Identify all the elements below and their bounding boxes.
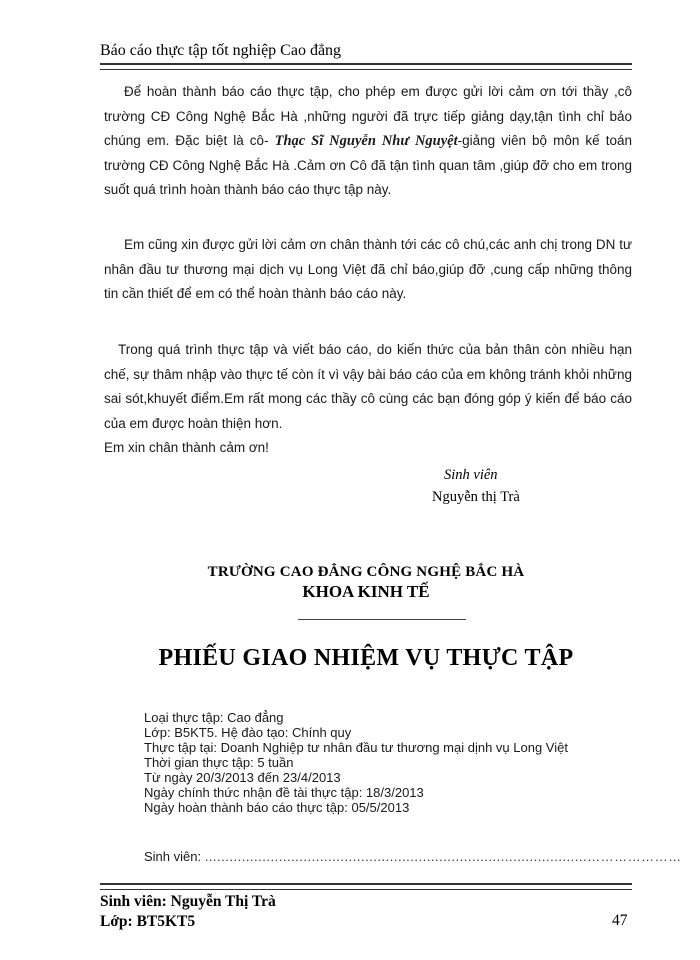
p2-text: Em cũng xin được gửi lời cảm ơn chân thành tới các cô chú,các anh chị trong DN tư nhân đầu tư thương mại dịch vụ Long Việt đã chỉ báo,giúp đỡ ,cung cấp những thông tin cần thiết để em có thể hoàn thành báo cáo này. (104, 237, 632, 301)
teacher-name: Thạc Sĩ Nguyễn Như Nguyệt (274, 133, 458, 149)
page-number: 47 (612, 912, 628, 929)
p1-text-before: Để hoàn thành báo cáo thực tập, cho phép em được gửi lời cảm ơn tới thầy ,cô trường CĐ Công Nghệ Bắc Hà ,những người đã trực tiếp giảng dạy,tận tình chỉ bảo chúng em. Đặc biệt là cô- (104, 84, 632, 148)
p1-text-after: -giảng viên bộ môn kế toán trường CĐ Công Nghệ Bắc Hà .Cảm ơn Cô đã tận tình quan tâm ,giúp đỡ cho em trong suốt quá trình hoàn thành báo cáo thực tập này. (104, 133, 633, 197)
page-header-title: Báo cáo thực tập tốt nghiệp Cao đẳng (100, 42, 342, 59)
detail-completion-date: Ngày hoàn thành báo cáo thực tập: 05/5/2013 (144, 800, 410, 815)
detail-location: Thực tập tại: Doanh Nghiệp tư nhân đầu tư thương mại dịnh vụ Long Việt (144, 740, 568, 755)
detail-topic-received-date: Ngày chính thức nhận đề tài thực tập: 18/3/2013 (144, 785, 424, 800)
acknowledgement-paragraph-3 (104, 338, 632, 436)
faculty-name: KHOA KINH TẾ (302, 582, 430, 601)
student-label: Sinh viên: (144, 849, 205, 864)
footer-class: Lớp: BT5KT5 (100, 913, 196, 930)
footer-divider (100, 883, 632, 890)
form-title: PHIẾU GIAO NHIỆM VỤ THỰC TẬP (158, 645, 574, 671)
detail-date-range: Từ ngày 20/3/2013 đến 23/4/2013 (144, 770, 341, 785)
student-dots: .............................................................................................………………… (204, 849, 682, 864)
acknowledgement-paragraph-1 (104, 80, 632, 203)
detail-internship-type: Loại thực tập: Cao đẳng (144, 710, 284, 725)
signature-name: Nguyễn thị Trà (432, 489, 520, 505)
p3-text: Trong quá trình thực tập và viết báo cáo, do kiến thức của bản thân còn nhiều hạn chế, sự thâm nhập vào thực tế còn ít vì vậy bài báo cáo của em không tránh khỏi những sai sót,khuyết điểm.Em rất mong các thầy cô cùng các bạn đóng góp ý kiến để báo cáo của em được hoàn thiện hơn. (104, 342, 632, 431)
internship-details (144, 710, 568, 815)
faculty-underline (298, 619, 466, 620)
detail-duration: Thời gian thực tập: 5 tuần (144, 755, 294, 770)
school-name: TRƯỜNG CAO ĐẲNG CÔNG NGHỆ BẮC HÀ (207, 564, 525, 580)
header-divider (100, 63, 632, 70)
thanks-line: Em xin chân thành cảm ơn! (104, 440, 269, 455)
signature-title: Sinh viên (444, 467, 498, 483)
student-fill-line (144, 849, 682, 864)
detail-class: Lớp: B5KT5. Hệ đào tạo: Chính quy (144, 725, 352, 740)
acknowledgement-paragraph-2 (104, 233, 632, 307)
footer-student: Sinh viên: Nguyễn Thị Trà (100, 893, 276, 910)
